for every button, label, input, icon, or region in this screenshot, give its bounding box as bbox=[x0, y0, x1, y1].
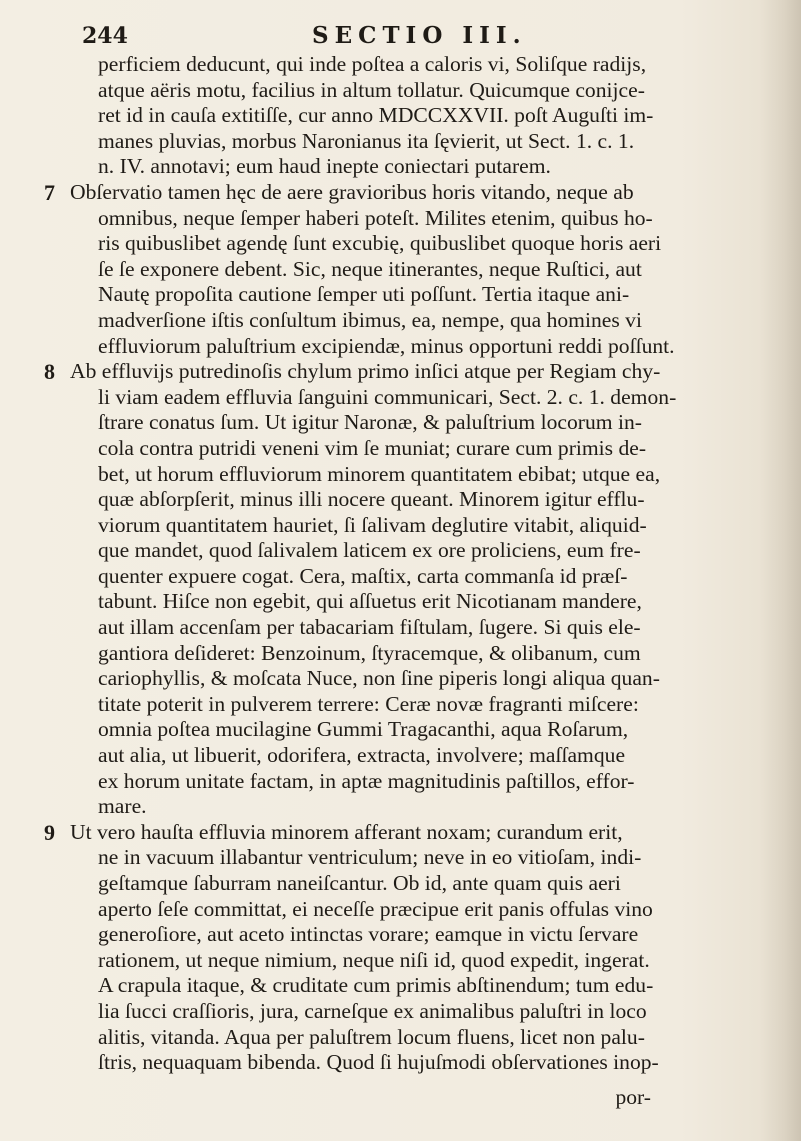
text-line: geſtamque ſaburram naneiſcantur. Ob id, ante quam quis aeri bbox=[98, 871, 621, 895]
paragraph-number: 8 bbox=[44, 359, 55, 385]
page-header bbox=[82, 22, 765, 52]
text-line: omnia poſtea mucilagine Gummi Tragacanthi, aqua Roſarum, bbox=[98, 717, 629, 742]
catchword: por- bbox=[615, 1085, 651, 1109]
running-title: SECTIO III. bbox=[312, 22, 527, 49]
text-line: ex horum unitate factam, in aptæ magnitudinis paſtillos, effor- bbox=[98, 768, 635, 793]
text-line: madverſione iſtis conſultum ibimus, ea, nempe, qua homines vi bbox=[98, 307, 642, 332]
page-number: 244 bbox=[82, 23, 128, 49]
text-line: ſe ſe exponere debent. Sic, neque itinerantes, neque Ruſtici, aut bbox=[98, 256, 642, 281]
paragraph-number: 7 bbox=[44, 179, 55, 205]
body-text bbox=[44, 52, 765, 1076]
text-line: viorum quantitatem hauriet, ſi ſalivam deglutire vitabit, aliquid- bbox=[98, 512, 647, 537]
text-line: Obſervatio tamen hęc de aere gravioribus horis vitando, neque ab bbox=[70, 179, 634, 204]
text-line: ſtris, nequaquam bibenda. Quod ſi hujuſmodi obſervationes inop- bbox=[98, 1050, 659, 1075]
text-line: tabunt. Hiſce non egebit, qui aſſuetus erit Nicotianam mandere, bbox=[98, 589, 642, 614]
text-line: cola contra putridi veneni vim ſe muniat; curare cum primis de- bbox=[98, 435, 647, 460]
text-line: ſtrare conatus ſum. Ut igitur Naronæ, & paluſtrium locorum in- bbox=[98, 410, 642, 435]
text-line: cariophyllis, & moſcata Nuce, non ſine piperis longi aliqua quan- bbox=[98, 666, 660, 691]
paragraph bbox=[44, 819, 765, 1076]
text-line: perficiem deducunt, qui inde poſtea a caloris vi, Soliſque radijs, bbox=[98, 52, 647, 76]
text-line: alitis, vitanda. Aqua per paluſtrem locum fluens, licet non palu- bbox=[98, 1024, 645, 1049]
text-line: bet, ut horum effluviorum minorem quantitatem ebibat; utque ea, bbox=[98, 461, 661, 486]
text-line: gantiora deſideret: Benzoinum, ſtyracemque, & olibanum, cum bbox=[98, 640, 641, 665]
text-line: Nautę propoſita cautione ſemper uti poſſunt. Tertia itaque ani- bbox=[98, 282, 630, 307]
text-line: manes pluvias, morbus Naronianus ita ſęvierit, ut Sect. 1. c. 1. bbox=[98, 128, 635, 153]
text-line: ris quibuslibet agendę ſunt excubię, quibuslibet quoque horis aeri bbox=[98, 231, 662, 256]
paragraph-number: 9 bbox=[44, 819, 55, 845]
text-line: titate poterit in pulverem terrere: Ceræ novæ fragranti miſcere: bbox=[98, 691, 639, 716]
text-line: rationem, ut neque nimium, neque niſi id, quod expedit, ingerat. bbox=[98, 947, 650, 972]
text-line: ret id in cauſa extitiſſe, cur anno MDCCXXVII. poſt Auguſti im- bbox=[98, 103, 654, 128]
text-line: mare. bbox=[98, 794, 147, 819]
text-line: A crapula itaque, & cruditate cum primis abſtinendum; tum edu- bbox=[98, 973, 654, 998]
paragraph bbox=[44, 179, 765, 359]
text-line: quæ abſorpſerit, minus illi nocere queant. Minorem igitur efflu- bbox=[98, 487, 645, 512]
text-line: generoſiore, aut aceto intinctas vorare; eamque in victu ſervare bbox=[98, 922, 639, 947]
text-line: aut illam accenſam per tabacariam fiſtulam, ſugere. Si quis ele- bbox=[98, 615, 641, 640]
paragraph bbox=[44, 359, 765, 820]
text-line: effluviorum paluſtrium excipiendæ, minus opportuni reddi poſſunt. bbox=[98, 333, 675, 358]
text-line: atque aëris motu, facilius in altum tollatur. Quicumque conijce- bbox=[98, 77, 645, 102]
text-line: aut alia, ut libuerit, odorifera, extracta, involvere; maſſamque bbox=[98, 743, 626, 768]
text-line: aperto ſeſe committat, ei neceſſe præcipue erit panis offulas vino bbox=[98, 896, 653, 921]
text-line: que mandet, quod ſalivalem laticem ex ore proliciens, eum fre- bbox=[98, 538, 641, 563]
text-line: ne in vacuum illabantur ventriculum; neve in eo vitioſam, indi- bbox=[98, 845, 642, 870]
paragraph bbox=[70, 52, 765, 180]
text-line: li viam eadem effluvia ſanguini communicari, Sect. 2. c. 1. demon- bbox=[98, 384, 677, 409]
text-line: omnibus, neque ſemper haberi poteſt. Milites etenim, quibus ho- bbox=[98, 205, 653, 230]
text-line: quenter expuere cogat. Cera, maſtix, carta commanſa id præſ- bbox=[98, 563, 628, 588]
text-line: Ab effluvijs putredinoſis chylum primo inſici atque per Regiam chy- bbox=[70, 359, 661, 384]
text-line: n. IV. annotavi; eum haud inepte coniectari putarem. bbox=[98, 154, 551, 179]
text-line: Ut vero hauſta effluvia minorem afferant noxam; curandum erit, bbox=[70, 819, 623, 844]
text-line: lia ſucci craſſioris, jura, carneſque ex animalibus paluſtri in loco bbox=[98, 998, 647, 1023]
